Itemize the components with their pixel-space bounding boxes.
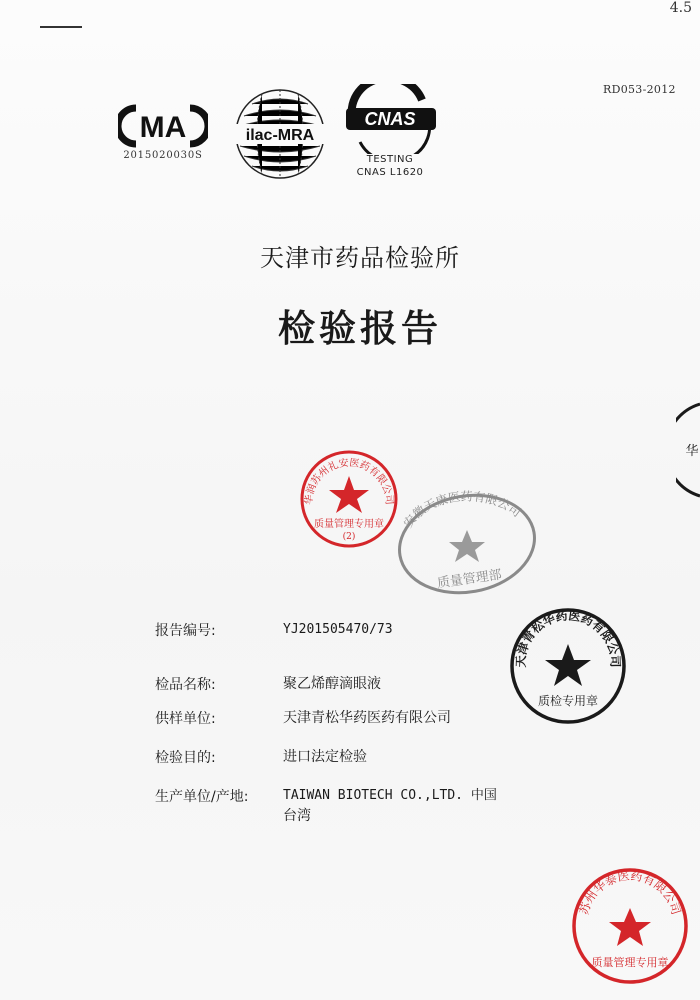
- cma-text: MA: [139, 111, 187, 144]
- supplier-name: 天津青松华药医药有限公司: [283, 710, 451, 726]
- seal-anhui-quality: [392, 488, 542, 598]
- cnas-testing-label: TESTING: [366, 154, 414, 165]
- star-icon: [449, 530, 485, 562]
- black-seal-fragment-icon: [676, 400, 700, 500]
- handwritten-corner-note: 4.5: [669, 0, 692, 16]
- cnas-number: CNAS L1620: [356, 167, 424, 178]
- ilac-text: ilac-MRA: [245, 127, 315, 144]
- grey-oval-seal-icon: [392, 488, 542, 598]
- cma-number: 2015020030S: [123, 150, 203, 161]
- producer-line2: 台湾: [283, 808, 311, 824]
- cma-mark-icon: [118, 100, 208, 150]
- seal-huarun-quality: [298, 448, 400, 550]
- svg-text:安徽天康医药有限公司: [400, 489, 523, 530]
- field-label: 生产单位/产地:: [155, 789, 249, 805]
- ilac-globe-icon: [232, 86, 328, 182]
- star-icon: [609, 908, 651, 946]
- seal-edge-text: 华: [685, 444, 699, 459]
- report-title: 检验报告: [278, 307, 442, 350]
- field-label: 报告编号:: [155, 623, 216, 639]
- seal-edge-fragment: [676, 400, 700, 500]
- report-number: YJ201505470/73: [283, 622, 393, 637]
- field-label: 检品名称:: [155, 677, 216, 693]
- producer-line1: TAIWAN BIOTECH CO.,LTD. 中国: [283, 788, 497, 803]
- cnas-text: CNAS: [364, 109, 416, 129]
- seal-huarun-number: (2): [342, 532, 356, 542]
- sample-name: 聚乙烯醇滴眼液: [283, 676, 381, 692]
- seal-tianjin-top-text: 天津青松华药医药有限公司: [513, 608, 623, 668]
- cnas-logo: [340, 84, 440, 184]
- seal-tianjin-bottom-text: 质检专用章: [537, 694, 599, 708]
- scan-mark: [40, 26, 82, 28]
- field-label: 供样单位:: [155, 711, 216, 727]
- seal-suzhou-top-text: 苏州华泰医药有限公司: [576, 868, 684, 917]
- seal-anhui-top-text: 安徽天康医药有限公司: [400, 489, 524, 531]
- star-icon: [329, 476, 369, 513]
- document-code: RD053-2012: [603, 83, 676, 96]
- cma-logo: [118, 100, 208, 170]
- inspection-purpose: 进口法定检验: [283, 749, 367, 765]
- ilac-mra-logo: [232, 86, 328, 182]
- seal-suzhou-quality: [570, 866, 690, 986]
- seal-huarun-top-text: 华润苏州礼安医药有限公司: [303, 457, 395, 506]
- field-label: 检验目的:: [155, 750, 216, 766]
- star-icon: [545, 644, 591, 686]
- seal-suzhou-bottom-text: 质量管理专用章: [591, 956, 669, 969]
- seal-anhui-bottom-text: 质量管理部: [436, 567, 503, 592]
- red-seal-icon: [570, 866, 690, 986]
- institute-name: 天津市药品检验所: [260, 244, 460, 272]
- cnas-mark-icon: [340, 84, 440, 154]
- red-seal-icon: [298, 448, 400, 550]
- seal-huarun-bottom-text: 质量管理专用章: [314, 519, 384, 530]
